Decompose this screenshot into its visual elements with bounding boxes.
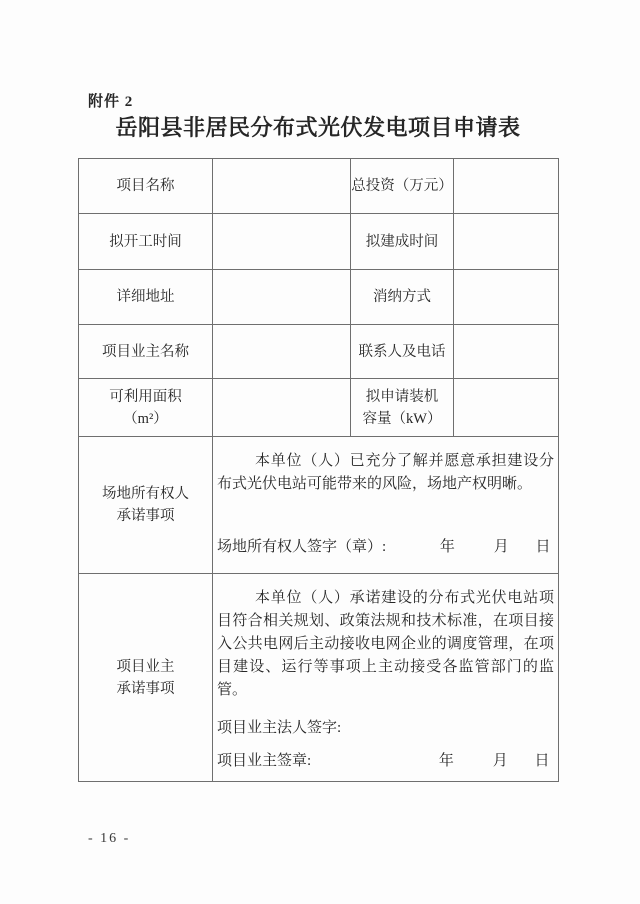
- month-unit: 月: [493, 539, 509, 555]
- project-owner-commitment-label-line2: 承诺事项: [116, 680, 175, 697]
- installed-capacity-label: [351, 379, 454, 437]
- table-row: [79, 214, 559, 270]
- detailed-address-value-cell: [213, 270, 351, 325]
- project-owner-name-value-cell: [213, 325, 351, 379]
- project-owner-commitment-cell: [213, 574, 559, 782]
- site-owner-commitment-cell: [213, 437, 559, 574]
- day-unit: 日: [534, 753, 550, 769]
- planned-completion-time-label: 拟建成时间: [351, 214, 454, 270]
- site-owner-commitment-label-line2: 承诺事项: [116, 508, 175, 524]
- project-owner-commitment-label: [79, 574, 213, 782]
- table-row: [79, 159, 559, 214]
- site-owner-signature-label: 场地所有权人签字（章）:: [217, 539, 387, 555]
- year-unit: 年: [439, 539, 455, 555]
- table-row: [79, 574, 559, 782]
- year-unit: 年: [438, 753, 454, 769]
- planned-start-time-value-cell: [213, 214, 351, 270]
- available-area-value-cell: [213, 379, 351, 437]
- installed-capacity-label-line1: 拟申请装机: [365, 388, 439, 405]
- table-row: [79, 379, 559, 437]
- table-row: [79, 270, 559, 325]
- day-unit: 日: [535, 539, 551, 555]
- site-owner-signature-line: [217, 537, 554, 557]
- site-owner-commitment-label: [79, 437, 213, 574]
- project-owner-commitment-label-line1: 项目业主: [116, 658, 175, 675]
- page-number: - 16 -: [88, 831, 131, 846]
- application-form-table: [78, 158, 559, 782]
- project-name-value-cell: [213, 159, 351, 214]
- available-area-label: [79, 379, 213, 437]
- month-unit: 月: [492, 753, 508, 769]
- planned-start-time-label: 拟开工时间: [79, 214, 213, 270]
- consumption-method-label: 消纳方式: [351, 270, 454, 325]
- project-name-label: 项目名称: [79, 159, 213, 214]
- project-owner-name-label: 项目业主名称: [79, 325, 213, 379]
- installed-capacity-value-cell: [454, 379, 559, 437]
- planned-completion-time-value-cell: [454, 214, 559, 270]
- total-investment-label: 总投资（万元）: [351, 159, 454, 214]
- site-owner-statement: 本单位（人）已充分了解并愿意承担建设分布式光伏电站可能带来的风险，场地产权明晰。: [217, 453, 554, 492]
- total-investment-value-cell: [454, 159, 559, 214]
- detailed-address-label: 详细地址: [79, 270, 213, 325]
- project-owner-seal-label: 项目业主签章:: [217, 753, 312, 769]
- table-row: [79, 437, 559, 574]
- consumption-method-value-cell: [454, 270, 559, 325]
- attachment-label: 附件 2: [88, 94, 134, 110]
- project-owner-statement: 本单位（人）承诺建设的分布式光伏电站项目符合相关规划、政策法规和技术标准，在项目接入公共电网后主动接收电网企业的调度管理，在项目建设、运行等事项上主动接受各监管部门的监管。: [217, 590, 554, 698]
- site-owner-commitment-label-line1: 场地所有权人: [102, 486, 189, 502]
- project-owner-seal-line: [217, 751, 554, 771]
- available-area-label-line2: （m²）: [123, 410, 168, 427]
- installed-capacity-label-line2: 容量（kW）: [362, 410, 442, 427]
- table-row: [79, 325, 559, 379]
- contact-phone-label: 联系人及电话: [351, 325, 454, 379]
- page-title: 岳阳县非居民分布式光伏发电项目申请表: [115, 115, 521, 140]
- project-owner-legal-signature-line: [217, 718, 554, 738]
- available-area-label-line1: 可利用面积: [109, 388, 182, 405]
- contact-phone-value-cell: [454, 325, 559, 379]
- project-owner-legal-signature-label: 项目业主法人签字:: [217, 720, 342, 736]
